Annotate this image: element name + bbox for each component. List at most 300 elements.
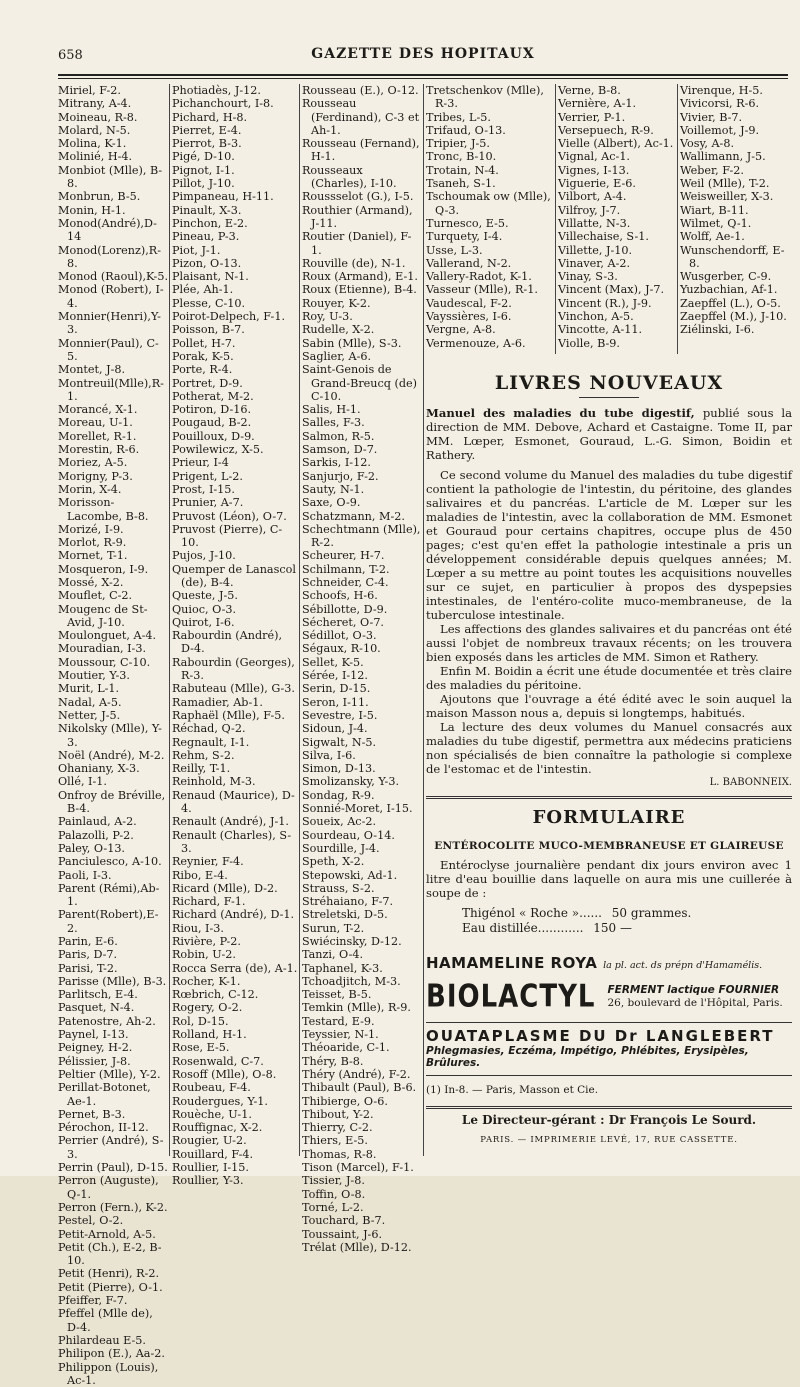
index-entry: Monnier(Henri),Y-3. <box>58 310 168 337</box>
index-entry: Vignes, I-13. <box>558 164 674 177</box>
index-entry: Painlaud, A-2. <box>58 815 168 828</box>
index-entry: Regnault, I-1. <box>172 736 298 749</box>
index-entry: Villechaise, S-1. <box>558 230 674 243</box>
index-entry: Sonnié-Moret, I-15. <box>302 802 422 815</box>
biolactyl-ferment: FERMENT lactique FOURNIER <box>608 984 783 997</box>
index-entry: Tsaneh, S-1. <box>426 177 554 190</box>
index-entry: Reynier, F-4. <box>172 855 298 868</box>
right-block <box>426 372 792 1145</box>
index-entry: Sellet, K-5. <box>302 656 422 669</box>
index-entry: Quioc, O-3. <box>172 603 298 616</box>
index-entry: Weisweiller, X-3. <box>680 190 790 203</box>
index-entry: Soueix, Ac-2. <box>302 815 422 828</box>
index-column-6 <box>680 84 790 364</box>
index-column-5 <box>558 84 674 364</box>
index-entry: Weil (Mlle), T-2. <box>680 177 790 190</box>
index-entry: Perron (Fern.), K-2. <box>58 1201 168 1214</box>
index-entry: Temkin (Mlle), R-9. <box>302 1001 422 1014</box>
index-entry: Onfroy de Bréville, B-4. <box>58 789 168 816</box>
index-entry: Salmon, R-5. <box>302 430 422 443</box>
page-number: 658 <box>58 48 83 63</box>
index-entry: Perron (Auguste), Q-1. <box>58 1174 168 1201</box>
recipe-item: Eau distillée............ <box>462 921 583 935</box>
index-entry: Roy, U-3. <box>302 310 422 323</box>
index-entry: Moreau, U-1. <box>58 416 168 429</box>
index-entry: Rabuteau (Mlle), G-3. <box>172 682 298 695</box>
index-entry: Rocher, K-1. <box>172 975 298 988</box>
index-entry: Monod(André),D-14 <box>58 217 168 244</box>
index-entry: Mouflet, C-2. <box>58 589 168 602</box>
index-entry: Sigwalt, N-5. <box>302 736 422 749</box>
index-entry: Tchoadjitch, M-3. <box>302 975 422 988</box>
index-entry: Vincotte, A-11. <box>558 323 674 336</box>
biolactyl-logo: BIOLACTYL <box>426 979 596 1015</box>
index-entry: Pruvost (Léon), O-7. <box>172 510 298 523</box>
index-entry: Potiron, D-16. <box>172 403 298 416</box>
index-entry: Plesse, C-10. <box>172 297 298 310</box>
index-entry: Ricard (Mlle), D-2. <box>172 882 298 895</box>
index-entry: Ohaniany, X-3. <box>58 762 168 775</box>
index-entry: Ramadier, Ab-1. <box>172 696 298 709</box>
index-entry: Rouèche, U-1. <box>172 1108 298 1121</box>
index-entry: Rehm, S-2. <box>172 749 298 762</box>
title-rule <box>579 397 639 398</box>
index-entry: Voillemot, J-9. <box>680 124 790 137</box>
index-entry: Zaepffel (M.), J-10. <box>680 310 790 323</box>
recipe-row <box>426 906 792 921</box>
index-entry: Perrin (Paul), D-15. <box>58 1161 168 1174</box>
section-rule <box>426 796 792 799</box>
index-entry: Portret, D-9. <box>172 377 298 390</box>
index-entry: Vivicorsi, R-6. <box>680 97 790 110</box>
index-entry: Pouilloux, D-9. <box>172 430 298 443</box>
book-authors: publié sous la direction de MM. Debove, Achard et Castaigne. Tome II, par MM. Lœper, Esmonet, Gouraud, L.-G. Simon, Boidin et Rathery. <box>426 406 792 462</box>
index-entry: Perillat-Botonet, Ae-1. <box>58 1081 168 1108</box>
review-paragraph: Ce second volume du Manuel des maladies du tube digestif contient la pathologie de l'intestin, du péritoine, des glandes salivaires et du pancréas. L'article de M. Lœper sur les maladies de l'intestin, avec la collaboration de MM. Esmonet et Gouraud pour certains chapitres, occupe plus de 450 pages; c'est qu'en effet la pathologie intestinale a pris un développement considérable depuis quelques années; M. Lœper a su mettre au point toutes les acquisitions nouvelles sur ce sujet, en particulier à propos des dyspepsies intestinales, de l'entéro-colite muco-membraneuse, de la tuberculose intestinale. <box>426 468 792 622</box>
index-entry: Pestel, O-2. <box>58 1214 168 1227</box>
index-entry: Rousseaux (Charles), I-10. <box>302 164 422 191</box>
livres-title: LIVRES NOUVEAUX <box>426 372 792 394</box>
index-entry: Vivier, B-7. <box>680 111 790 124</box>
review-paragraph: La lecture des deux volumes du Manuel consacrés aux maladies du tube digestif, permettra aux médecins praticiens non spécialisés de bien connaître la pathologie si complexe de l'estomac et de l'intestin. <box>426 720 792 776</box>
index-entry: Photiadès, J-12. <box>172 84 298 97</box>
index-entry: Richard, F-1. <box>172 895 298 908</box>
index-entry: Pinault, X-3. <box>172 204 298 217</box>
index-entry: Rosenwald, C-7. <box>172 1055 298 1068</box>
index-entry: Rabourdin (André), D-4. <box>172 629 298 656</box>
index-entry: Seron, I-11. <box>302 696 422 709</box>
ad-hamameline <box>426 954 792 972</box>
formulaire-subtitle: ENTÉROCOLITE MUCO-MEMBRANEUSE ET GLAIREUSE <box>426 840 792 852</box>
index-entry: Yuzbachian, Af-1. <box>680 283 790 296</box>
index-entry: Pimpaneau, H-11. <box>172 190 298 203</box>
index-entry: Queste, J-5. <box>172 589 298 602</box>
index-entry: Pizon, O-13. <box>172 257 298 270</box>
index-entry: Monin, H-1. <box>58 204 168 217</box>
index-entry: Robin, U-2. <box>172 948 298 961</box>
index-entry: Rivière, P-2. <box>172 935 298 948</box>
index-entry: Versepuech, R-9. <box>558 124 674 137</box>
index-entry: Rougier, U-2. <box>172 1134 298 1147</box>
book-title: Manuel des maladies du tube digestif, <box>426 406 695 420</box>
ad-biolactyl <box>426 982 792 1012</box>
index-entry: Toussaint, J-6. <box>302 1228 422 1241</box>
index-entry: Parisi, T-2. <box>58 962 168 975</box>
recipe-row <box>426 921 792 936</box>
index-entry: Tanzi, O-4. <box>302 948 422 961</box>
index-entry: Pélissier, J-8. <box>58 1055 168 1068</box>
index-entry: Trotain, N-4. <box>426 164 554 177</box>
index-entry: Pierret, E-4. <box>172 124 298 137</box>
index-entry: Schoofs, H-6. <box>302 589 422 602</box>
index-entry: Stepowski, Ad-1. <box>302 869 422 882</box>
index-entry: Vosy, A-8. <box>680 137 790 150</box>
index-entry: Mossé, X-2. <box>58 576 168 589</box>
review-paragraph: Ajoutons que l'ouvrage a été édité avec le soin auquel la maison Masson nous a, depuis si longtemps, habitués. <box>426 692 792 720</box>
index-entry: Routier (Daniel), F-1. <box>302 230 422 257</box>
index-entry: Philipon (E.), Aa-2. <box>58 1347 168 1360</box>
index-entry: Moussour, C-10. <box>58 656 168 669</box>
index-entry: Villatte, N-3. <box>558 217 674 230</box>
index-entry: Simon, D-13. <box>302 762 422 775</box>
index-entry: Teyssier, N-1. <box>302 1028 422 1041</box>
index-entry: Paley, O-13. <box>58 842 168 855</box>
index-entry: Pierrot, B-3. <box>172 137 298 150</box>
index-entry: Villette, J-10. <box>558 244 674 257</box>
index-entry: Rose, E-5. <box>172 1041 298 1054</box>
index-entry: Piot, J-1. <box>172 244 298 257</box>
column-divider <box>299 84 300 1156</box>
index-entry: Schechtmann (Mlle), R-2. <box>302 523 422 550</box>
index-entry: Roussselot (G.), I-5. <box>302 190 422 203</box>
index-entry: Rosoff (Mlle), O-8. <box>172 1068 298 1081</box>
index-entry: Schilmann, T-2. <box>302 563 422 576</box>
review-signature: L. BABONNEIX. <box>426 777 792 788</box>
index-entry: Molinié, H-4. <box>58 150 168 163</box>
index-entry: Thomas, R-8. <box>302 1148 422 1161</box>
index-entry: Trifaud, O-13. <box>426 124 554 137</box>
index-column-1 <box>58 84 168 1156</box>
index-entry: Paynel, I-13. <box>58 1028 168 1041</box>
index-entry: Nadal, A-5. <box>58 696 168 709</box>
book-reference <box>426 406 792 462</box>
index-entry: Miriel, F-2. <box>58 84 168 97</box>
index-entry: Toffin, O-8. <box>302 1188 422 1201</box>
index-entry: Sidoun, J-4. <box>302 722 422 735</box>
index-entry: Roullier, Y-3. <box>172 1174 298 1187</box>
hamameline-name: HAMAMELINE ROYA <box>426 954 597 972</box>
index-entry: Roux (Etienne), B-4. <box>302 283 422 296</box>
index-entry: Théry (André), F-2. <box>302 1068 422 1081</box>
index-entry: Réchad, Q-2. <box>172 722 298 735</box>
index-entry: Thibault (Paul), B-6. <box>302 1081 422 1094</box>
index-entry: Morlot, R-9. <box>58 536 168 549</box>
index-entry: Vilfroy, J-7. <box>558 204 674 217</box>
ad-ouataplasme <box>426 1022 792 1069</box>
index-entry: Morin, X-4. <box>58 483 168 496</box>
index-entry: Tretschenkov (Mlle), R-3. <box>426 84 554 111</box>
index-entry: Raphaël (Mlle), F-5. <box>172 709 298 722</box>
index-entry: Rousseau (Fernand), H-1. <box>302 137 422 164</box>
index-entry: Mornet, T-1. <box>58 549 168 562</box>
footnote: (1) In-8. — Paris, Masson et Cie. <box>426 1084 792 1096</box>
journal-title: GAZETTE DES HOPITAUX <box>58 46 788 62</box>
index-entry: Pfeiffer, F-7. <box>58 1294 168 1307</box>
ouataplasme-name: OUATAPLASME DU Dr LANGLEBERT <box>426 1027 792 1045</box>
index-entry: Turnesco, E-5. <box>426 217 554 230</box>
index-entry: Riou, I-3. <box>172 922 298 935</box>
index-entry: Monbrun, B-5. <box>58 190 168 203</box>
index-entry: Vinay, S-3. <box>558 270 674 283</box>
index-entry: Thibout, Y-2. <box>302 1108 422 1121</box>
index-entry: Testard, E-9. <box>302 1015 422 1028</box>
index-entry: Prost, I-15. <box>172 483 298 496</box>
index-entry: Philippon (Louis), Ac-1. <box>58 1361 168 1387</box>
index-entry: Strauss, S-2. <box>302 882 422 895</box>
index-entry: Thiers, E-5. <box>302 1134 422 1147</box>
index-entry: Sourdille, J-4. <box>302 842 422 855</box>
index-entry: Murit, L-1. <box>58 682 168 695</box>
index-entry: Vincent (Max), J-7. <box>558 283 674 296</box>
index-entry: Pasquet, N-4. <box>58 1001 168 1014</box>
index-entry: Pruvost (Pierre), C-10. <box>172 523 298 550</box>
index-entry: Moriez, A-5. <box>58 456 168 469</box>
ouataplasme-indications: Phlegmasies, Eczéma, Impétigo, Phlébites, Erysipèles, Brûlures. <box>426 1045 792 1069</box>
index-entry: Verne, B-8. <box>558 84 674 97</box>
index-entry: Ollé, I-1. <box>58 775 168 788</box>
index-entry: Sanjurjo, F-2. <box>302 470 422 483</box>
index-entry: Vayssières, I-6. <box>426 310 554 323</box>
index-entry: Rol, D-15. <box>172 1015 298 1028</box>
index-entry: Vaudescal, F-2. <box>426 297 554 310</box>
index-entry: Tribes, L-5. <box>426 111 554 124</box>
index-entry: Saint-Genois de Grand-Breucq (de) C-10. <box>302 363 422 403</box>
index-entry: Roudergues, Y-1. <box>172 1095 298 1108</box>
index-entry: Virenque, H-5. <box>680 84 790 97</box>
index-entry: Sécheret, O-7. <box>302 616 422 629</box>
index-entry: Reilly, T-1. <box>172 762 298 775</box>
index-entry: Saxe, O-9. <box>302 496 422 509</box>
recipe-quantity: 50 grammes. <box>612 906 702 921</box>
index-entry: Vielle (Albert), Ac-1. <box>558 137 674 150</box>
biolactyl-address: 26, boulevard de l'Hôpital, Paris. <box>608 997 783 1010</box>
index-entry: Saglier, A-6. <box>302 350 422 363</box>
index-entry: Sondag, R-9. <box>302 789 422 802</box>
index-entry: Vernière, A-1. <box>558 97 674 110</box>
index-entry: Renault (Charles), S-3. <box>172 829 298 856</box>
index-entry: Rolland, H-1. <box>172 1028 298 1041</box>
index-entry: Prunier, A-7. <box>172 496 298 509</box>
index-entry: Sourdeau, O-14. <box>302 829 422 842</box>
index-entry: Petit (Henri), R-2. <box>58 1267 168 1280</box>
index-entry: Porte, R-4. <box>172 363 298 376</box>
index-entry: Poisson, B-7. <box>172 323 298 336</box>
index-entry: Pillot, J-10. <box>172 177 298 190</box>
index-entry: Petit-Arnold, A-5. <box>58 1228 168 1241</box>
index-entry: Salles, F-3. <box>302 416 422 429</box>
review-paragraph: Enfin M. Boidin a écrit une étude documentée et très claire des maladies du péritoine. <box>426 664 792 692</box>
index-entry: Streletski, D-5. <box>302 908 422 921</box>
index-entry: Philardeau E-5. <box>58 1334 168 1347</box>
index-entry: Tripier, J-5. <box>426 137 554 150</box>
index-entry: Taphanel, K-3. <box>302 962 422 975</box>
index-entry: Parlitsch, E-4. <box>58 988 168 1001</box>
index-entry: Trélat (Mlle), D-12. <box>302 1241 422 1254</box>
index-entry: Pougaud, B-2. <box>172 416 298 429</box>
index-entry: Ziélinski, I-6. <box>680 323 790 336</box>
index-entry: Potherat, M-2. <box>172 390 298 403</box>
index-entry: Schneider, C-4. <box>302 576 422 589</box>
index-entry: Morellet, R-1. <box>58 430 168 443</box>
index-entry: Moineau, R-8. <box>58 111 168 124</box>
index-entry: Sabin (Mlle), S-3. <box>302 337 422 350</box>
index-column-3 <box>302 84 422 1156</box>
recipe-item: Thigénol « Roche »...... <box>462 906 602 920</box>
index-entry: Pineau, P-3. <box>172 230 298 243</box>
index-entry: Thibierge, O-6. <box>302 1095 422 1108</box>
index-entry: Smolizansky, Y-3. <box>302 775 422 788</box>
index-entry: Rabourdin (Georges), R-3. <box>172 656 298 683</box>
imprint: PARIS. — IMPRIMERIE LEVÉ, 17, RUE CASSETTE. <box>426 1135 792 1145</box>
recipe-list <box>426 906 792 936</box>
index-entry: Nikolsky (Mlle), Y-3. <box>58 722 168 749</box>
index-entry: Wolff, Ae-1. <box>680 230 790 243</box>
index-entry: Montet, J-8. <box>58 363 168 376</box>
index-entry: Verrier, P-1. <box>558 111 674 124</box>
index-entry: Vergne, A-8. <box>426 323 554 336</box>
index-entry: Rouyer, K-2. <box>302 297 422 310</box>
index-entry: Pichard, H-8. <box>172 111 298 124</box>
index-entry: Violle, B-9. <box>558 337 674 350</box>
index-entry: Théoaride, C-1. <box>302 1041 422 1054</box>
index-entry: Tronc, B-10. <box>426 150 554 163</box>
column-divider <box>677 84 678 354</box>
index-entry: Rousseau (E.), O-12. <box>302 84 422 97</box>
index-entry: Surun, T-2. <box>302 922 422 935</box>
index-entry: Rocca Serra (de), A-1. <box>172 962 298 975</box>
index-entry: Touchard, B-7. <box>302 1214 422 1227</box>
index-entry: Mosqueron, I-9. <box>58 563 168 576</box>
index-entry: Plaisant, N-1. <box>172 270 298 283</box>
index-entry: Tissier, J-8. <box>302 1174 422 1187</box>
index-entry: Pfeffel (Mlle de), D-4. <box>58 1307 168 1334</box>
index-entry: Wusgerber, C-9. <box>680 270 790 283</box>
index-entry: Vignal, Ac-1. <box>558 150 674 163</box>
index-entry: Moutier, Y-3. <box>58 669 168 682</box>
index-entry: Vallery-Radot, K-1. <box>426 270 554 283</box>
index-entry: Tison (Marcel), F-1. <box>302 1161 422 1174</box>
index-entry: Vilbort, A-4. <box>558 190 674 203</box>
index-entry: Panciulesco, A-10. <box>58 855 168 868</box>
index-entry: Monod (Raoul),K-5. <box>58 270 168 283</box>
column-divider <box>169 84 170 1156</box>
index-entry: Sébillotte, D-9. <box>302 603 422 616</box>
index-column-2 <box>172 84 298 1156</box>
column-divider <box>555 84 556 354</box>
index-entry: Renaud (Maurice), D-4. <box>172 789 298 816</box>
index-entry: Rouffignac, X-2. <box>172 1121 298 1134</box>
index-entry: Monbiot (Mlle), B-8. <box>58 164 168 191</box>
index-entry: Rouillard, F-4. <box>172 1148 298 1161</box>
index-entry: Mouradian, I-3. <box>58 642 168 655</box>
index-entry: Speth, X-2. <box>302 855 422 868</box>
index-entry: Roux (Armand), E-1. <box>302 270 422 283</box>
index-entry: Peigney, H-2. <box>58 1041 168 1054</box>
index-entry: Roubeau, F-4. <box>172 1081 298 1094</box>
index-entry: Morisson-Lacombe, B-8. <box>58 496 168 523</box>
index-entry: Silva, I-6. <box>302 749 422 762</box>
index-entry: Prigent, L-2. <box>172 470 298 483</box>
index-entry: Torné, L-2. <box>302 1201 422 1214</box>
index-entry: Ségaux, R-10. <box>302 642 422 655</box>
index-entry: Morigny, P-3. <box>58 470 168 483</box>
index-entry: Morizé, I-9. <box>58 523 168 536</box>
index-entry: Pérochon, II-12. <box>58 1121 168 1134</box>
index-entry: Porak, K-5. <box>172 350 298 363</box>
index-entry: Rogery, O-2. <box>172 1001 298 1014</box>
index-entry: Sevestre, I-5. <box>302 709 422 722</box>
column-divider <box>423 84 424 1156</box>
index-entry: Stréhaiano, F-7. <box>302 895 422 908</box>
recipe-quantity: 150 — <box>593 921 683 936</box>
index-entry: Vinaver, A-2. <box>558 257 674 270</box>
index-entry: Noël (André), M-2. <box>58 749 168 762</box>
index-entry: Viguerie, E-6. <box>558 177 674 190</box>
index-entry: Paoli, I-3. <box>58 869 168 882</box>
index-entry: Morancé, X-1. <box>58 403 168 416</box>
index-entry: Quemper de Lanascol (de), B-4. <box>172 563 298 590</box>
index-entry: Richard (André), D-1. <box>172 908 298 921</box>
index-entry: Palazolli, P-2. <box>58 829 168 842</box>
index-entry: Rousseau (Ferdinand), C-3 et Ah-1. <box>302 97 422 137</box>
index-entry: Mougenc de St-Avid, J-10. <box>58 603 168 630</box>
index-entry: Wunschendorff, E-8. <box>680 244 790 271</box>
index-entry: Usse, L-3. <box>426 244 554 257</box>
index-entry: Pernet, B-3. <box>58 1108 168 1121</box>
index-entry: Parent(Robert),E-2. <box>58 908 168 935</box>
index-entry: Pinchon, E-2. <box>172 217 298 230</box>
index-entry: Powilewicz, X-5. <box>172 443 298 456</box>
formulaire-text: Entéroclyse journalière pendant dix jours environ avec 1 litre d'eau bouillie dans laquelle on aura mis une cuillerée à soupe de : <box>426 858 792 900</box>
index-entry: Patenostre, Ah-2. <box>58 1015 168 1028</box>
index-entry: Parent (Rémi),Ab-1. <box>58 882 168 909</box>
footnote-rule <box>426 1075 792 1076</box>
hamameline-tagline: la pl. act. ds prépn d'Hamamélis. <box>603 960 762 971</box>
index-entry: Quirot, I-6. <box>172 616 298 629</box>
index-entry: Monod (Robert), I-4. <box>58 283 168 310</box>
index-entry: Rœbrich, C-12. <box>172 988 298 1001</box>
index-entry: Molina, K-1. <box>58 137 168 150</box>
index-entry: Pujos, J-10. <box>172 549 298 562</box>
index-entry: Teisset, B-5. <box>302 988 422 1001</box>
index-entry: Monnier(Paul), C-5. <box>58 337 168 364</box>
page-header <box>58 42 788 64</box>
index-entry: Morestin, R-6. <box>58 443 168 456</box>
index-entry: Sédillot, O-3. <box>302 629 422 642</box>
index-entry: Roullier, I-15. <box>172 1161 298 1174</box>
index-entry: Montreuil(Mlle),R-1. <box>58 377 168 404</box>
index-entry: Rouville (de), N-1. <box>302 257 422 270</box>
index-entry: Ribo, E-4. <box>172 869 298 882</box>
index-entry: Vermenouze, A-6. <box>426 337 554 350</box>
biolactyl-text <box>608 984 783 1010</box>
index-entry: Wiart, B-11. <box>680 204 790 217</box>
index-entry: Zaepffel (L.), O-5. <box>680 297 790 310</box>
index-entry: Routhier (Armand), J-11. <box>302 204 422 231</box>
index-entry: Parin, E-6. <box>58 935 168 948</box>
index-entry: Monod(Lorenz),R-8. <box>58 244 168 271</box>
index-entry: Plée, Ah-1. <box>172 283 298 296</box>
